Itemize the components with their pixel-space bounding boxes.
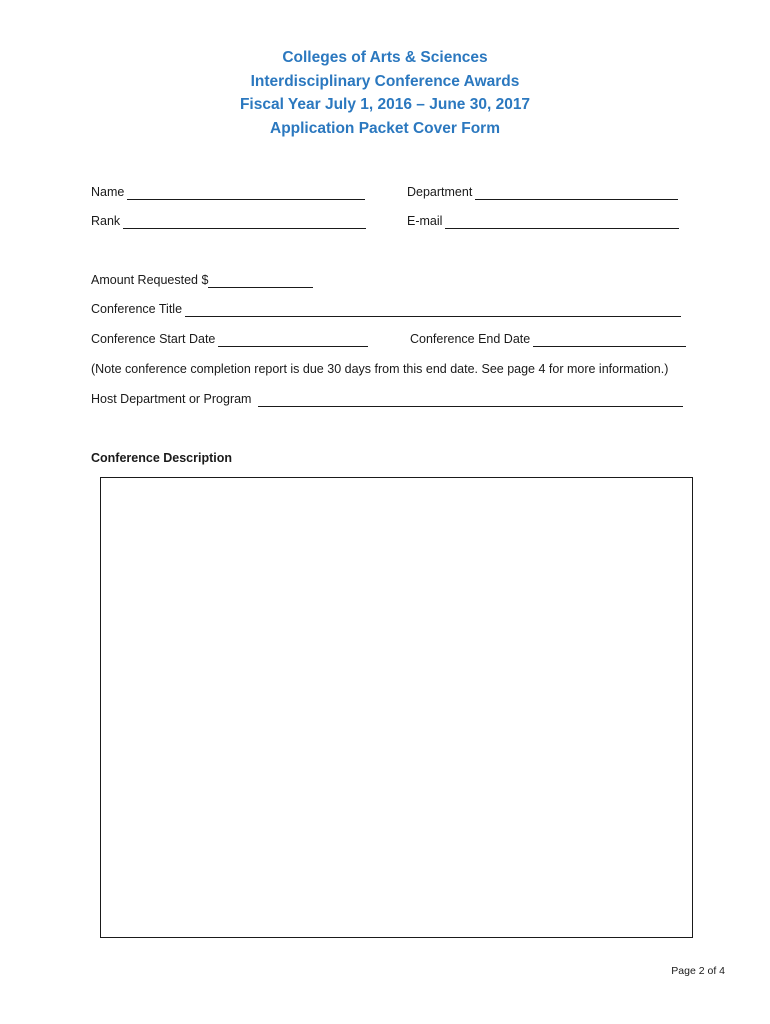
email-input-line[interactable]	[445, 214, 679, 229]
name-field	[91, 184, 365, 200]
department-field	[407, 184, 678, 200]
host-department-field	[91, 391, 683, 407]
rank-field	[91, 213, 366, 229]
email-field	[407, 213, 679, 229]
header-awards: Interdisciplinary Conference Awards	[250, 72, 520, 90]
conference-description-box[interactable]	[100, 477, 693, 938]
host-department-label: Host Department or Program	[91, 392, 252, 406]
conference-end-date-input-line[interactable]	[533, 332, 686, 347]
conference-start-date-field	[91, 331, 368, 347]
name-label: Name	[91, 185, 125, 199]
header-college: Colleges of Arts & Sciences	[282, 49, 488, 66]
conference-title-field	[91, 301, 681, 317]
email-label: E-mail	[407, 214, 443, 228]
conference-start-date-input-line[interactable]	[218, 332, 368, 347]
completion-report-note: (Note conference completion report is due 30 days from this end date. See page 4 for more information.)	[91, 362, 669, 376]
page-number: Page 2 of 4	[671, 965, 725, 977]
rank-label: Rank	[91, 214, 121, 228]
conference-start-date-label: Conference Start Date	[91, 332, 216, 346]
department-input-line[interactable]	[475, 185, 678, 200]
conference-description-title: Conference Description	[91, 451, 233, 465]
amount-requested-field	[91, 272, 313, 288]
header-form-title: Application Packet Cover Form	[270, 119, 500, 137]
conference-title-label: Conference Title	[91, 302, 183, 316]
form-header	[0, 46, 770, 140]
conference-title-input-line[interactable]	[185, 302, 681, 317]
amount-requested-input-line[interactable]	[208, 273, 313, 288]
department-label: Department	[407, 185, 473, 199]
amount-requested-label: Amount Requested $	[91, 273, 209, 287]
host-department-input-line[interactable]	[258, 392, 683, 407]
conference-end-date-label: Conference End Date	[410, 332, 531, 346]
rank-input-line[interactable]	[123, 214, 366, 229]
header-fiscal-year: Fiscal Year July 1, 2016 – June 30, 2017	[239, 96, 531, 113]
conference-end-date-field	[410, 331, 686, 347]
name-input-line[interactable]	[127, 185, 365, 200]
